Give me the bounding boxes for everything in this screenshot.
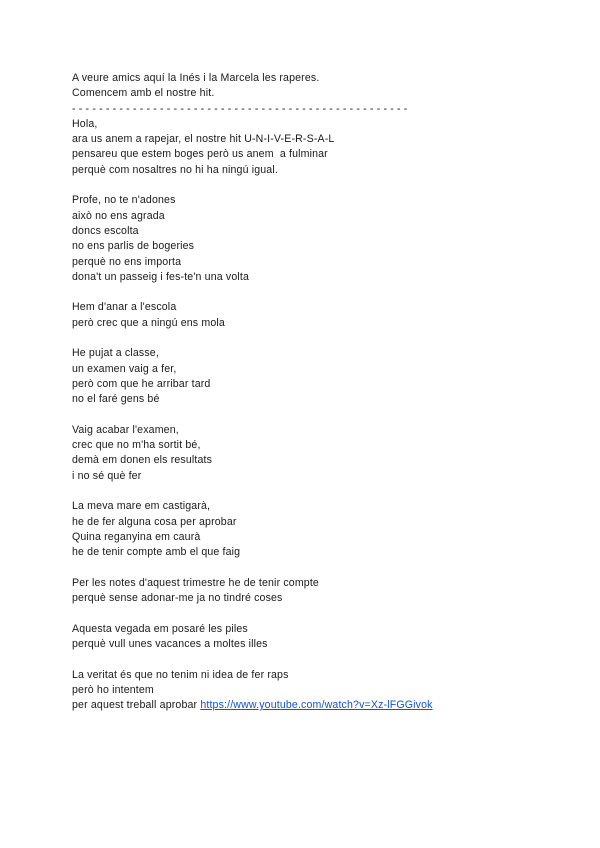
- lyric-line: he de fer alguna cosa per aprobar: [72, 515, 237, 528]
- lyric-line: he de tenir compte amb el que faig: [72, 546, 241, 559]
- lyric-line: un examen vaig a fer,: [72, 362, 177, 375]
- lyric-line: però ho intentem: [72, 683, 154, 696]
- lyric-line: doncs escolta: [72, 224, 139, 237]
- stanza: [72, 346, 572, 407]
- intro-block: [72, 71, 572, 117]
- stanza: [72, 622, 572, 653]
- stanza: [72, 423, 572, 484]
- lyric-line: Quina reganyina em caurà: [72, 530, 201, 543]
- lyric-line: Hola,: [72, 117, 98, 130]
- lyric-line: ara us anem a rapejar, el nostre hit U-N-I-V-E-R-S-A-L: [72, 133, 335, 146]
- lyric-line: Profe, no te n'adones: [72, 194, 176, 207]
- lyric-line: perquè no ens importa: [72, 255, 182, 268]
- lyric-line: Vaig acabar l'examen,: [72, 423, 179, 436]
- lyric-line: La meva mare em castigarà,: [72, 500, 211, 513]
- intro-line: A veure amics aquí la Inés i la Marcela les raperes.: [72, 72, 320, 84]
- stanza-gap: [72, 178, 572, 193]
- final-line-text: per aquest treball aprobar: [72, 699, 201, 712]
- stanza: [72, 668, 572, 714]
- stanza: [72, 117, 572, 178]
- stanza: [72, 193, 572, 285]
- stanza: [72, 499, 572, 560]
- document-page: [72, 71, 572, 713]
- stanza-gap: [72, 606, 572, 621]
- stanza-gap: [72, 561, 572, 576]
- final-line: [72, 698, 572, 713]
- lyric-line: crec que no m'ha sortit bé,: [72, 439, 201, 452]
- lyric-line: no el faré gens bé: [72, 393, 160, 406]
- stanza: [72, 576, 572, 607]
- lyric-line: perquè vull unes vacances a moltes illes: [72, 637, 268, 650]
- lyric-line: però com que he arribar tard: [72, 377, 211, 390]
- lyric-line: dona't un passeig i fes-te'n una volta: [72, 270, 250, 283]
- lyric-line: això no ens agrada: [72, 209, 165, 222]
- separator-line: - - - - - - - - - - - - - - - - - - - - - - - - - - - - - - - - - - - - - - - - - - - - - - - - - -: [72, 102, 408, 115]
- lyric-line: Per les notes d'aquest trimestre he de tenir compte: [72, 576, 319, 589]
- intro-line: Comencem amb el nostre hit.: [72, 87, 215, 100]
- stanza-gap: [72, 484, 572, 499]
- lyric-line: Hem d'anar a l'escola: [72, 301, 177, 314]
- lyric-line: perquè com nosaltres no hi ha ningú igual.: [72, 163, 278, 176]
- lyric-line: però crec que a ningú ens mola: [72, 316, 225, 329]
- lyric-line: La veritat és que no tenim ni idea de fer raps: [72, 668, 289, 681]
- lyric-line: He pujat a classe,: [72, 347, 159, 360]
- stanza-gap: [72, 408, 572, 423]
- lyric-line: no ens parlis de bogeries: [72, 240, 195, 253]
- lyric-line: perquè sense adonar-me ja no tindré coses: [72, 592, 283, 605]
- stanza-gap: [72, 331, 572, 346]
- lyric-line: i no sé què fer: [72, 469, 142, 482]
- lyric-line: demà em donen els resultats: [72, 454, 213, 467]
- stanza-gap: [72, 652, 572, 667]
- stanza: [72, 300, 572, 331]
- lyric-line: pensareu que estem boges però us anem a fulminar: [72, 148, 328, 161]
- stanza-gap: [72, 285, 572, 300]
- youtube-link[interactable]: https://www.youtube.com/watch?v=Xz-lFGGivok: [200, 699, 433, 712]
- lyric-line: Aquesta vegada em posaré les piles: [72, 622, 248, 635]
